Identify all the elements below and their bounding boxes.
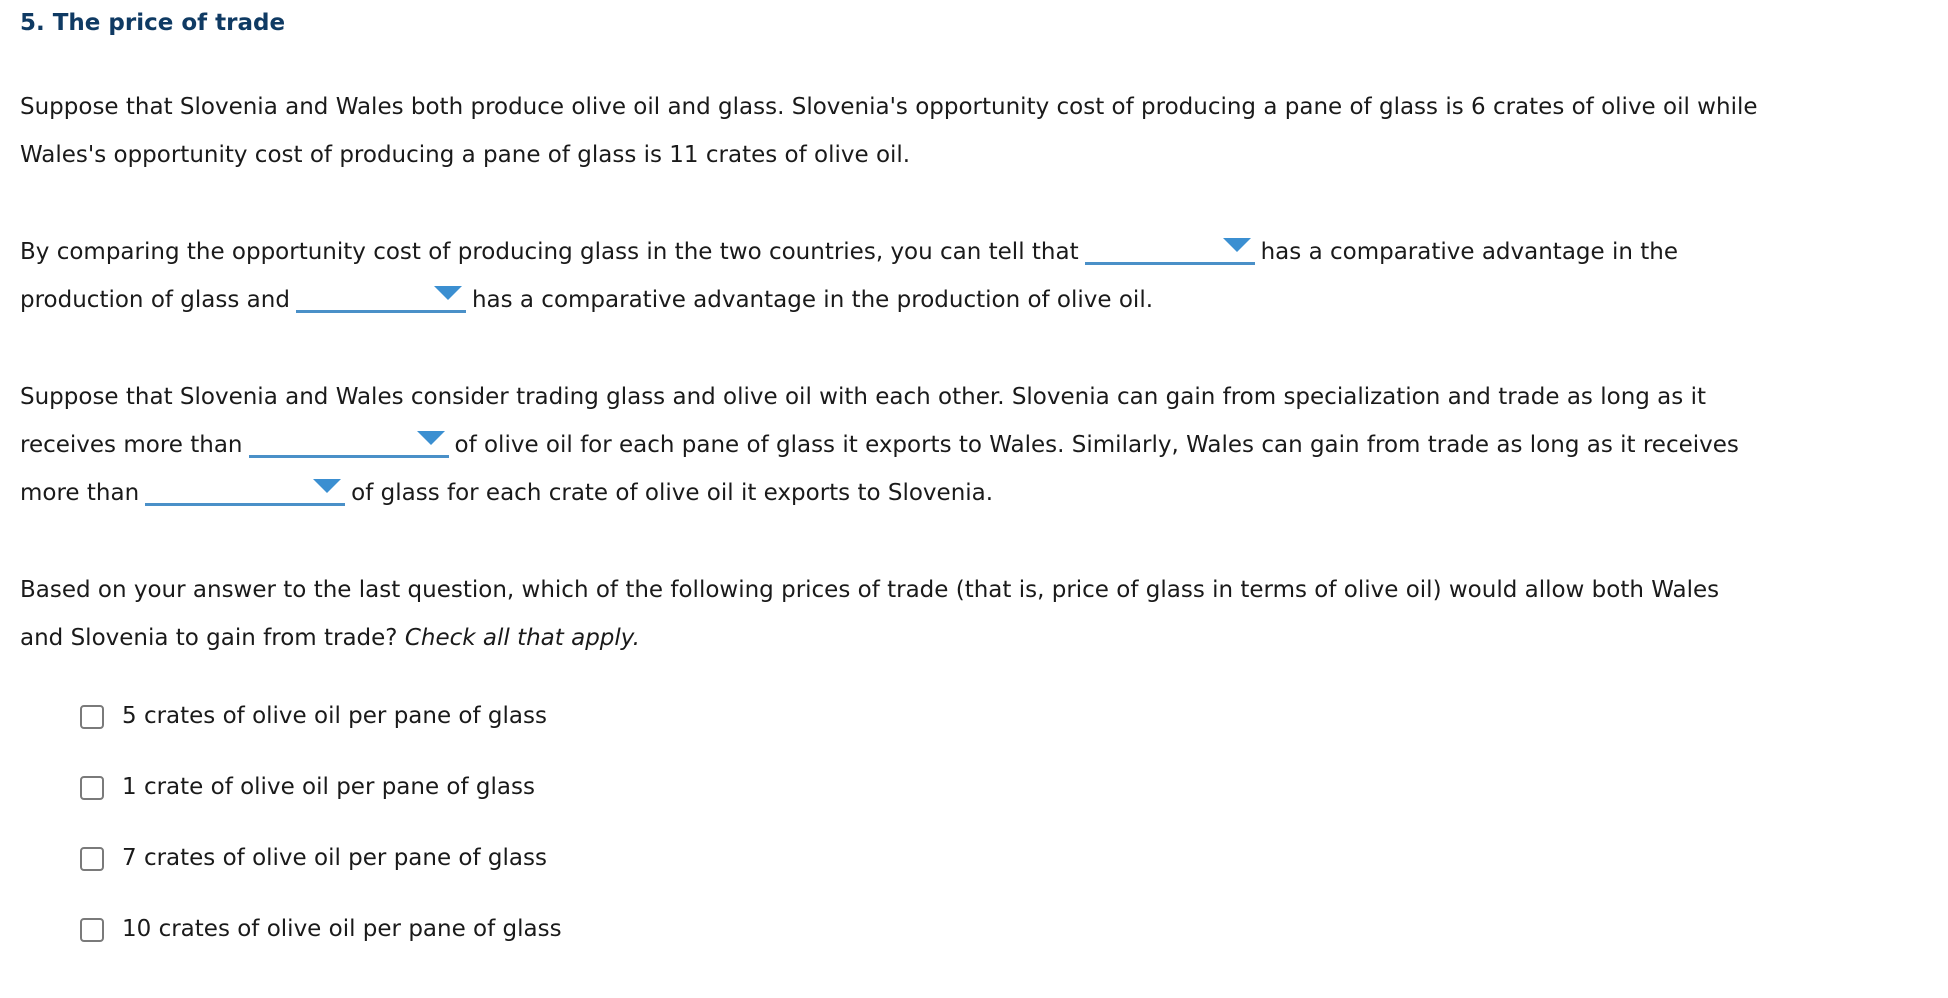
comparative-text-2: has a comparative advantage in the — [1260, 239, 1679, 265]
wales-receives-dropdown[interactable] — [145, 477, 345, 506]
trade-text-4: of glass for each crate of olive oil it exports to Slovenia. — [351, 480, 994, 506]
slovenia-receives-dropdown[interactable] — [249, 429, 449, 458]
trade-line-3 — [20, 469, 1900, 517]
option-label[interactable]: 10 crates of olive oil per pane of glass — [122, 916, 562, 942]
checkbox-icon[interactable] — [80, 776, 104, 800]
prices-text: and Slovenia to gain from trade? — [20, 625, 398, 651]
comparative-line-2 — [20, 276, 1900, 324]
comparative-text-3: production of glass and — [20, 287, 290, 313]
trade-line-1: Suppose that Slovenia and Wales consider trading glass and olive oil with each other. Slovenia can gain from specialization and trade as long as it — [20, 384, 1706, 410]
caret-down-icon — [417, 431, 445, 445]
prices-line-2 — [20, 614, 1900, 662]
trade-paragraph — [20, 373, 1900, 517]
intro-paragraph — [20, 83, 1900, 179]
checkbox-icon[interactable] — [80, 918, 104, 942]
comparative-advantage-glass-dropdown[interactable] — [1085, 236, 1255, 265]
option-label[interactable]: 5 crates of olive oil per pane of glass — [122, 703, 547, 729]
comparative-advantage-olive-oil-dropdown[interactable] — [296, 284, 466, 313]
trade-line-2 — [20, 421, 1900, 469]
intro-line-1: Suppose that Slovenia and Wales both produce olive oil and glass. Slovenia's opportunity cost of producing a pane of glass is 6 crates of olive oil while — [20, 94, 1758, 120]
prices-line-1: Based on your answer to the last question, which of the following prices of trade (that is, price of glass in terms of olive oil) would allow both Wales — [20, 577, 1720, 603]
checkbox-icon[interactable] — [80, 705, 104, 729]
comparative-text-1: By comparing the opportunity cost of producing glass in the two countries, you can tell that — [20, 239, 1079, 265]
checkbox-icon[interactable] — [80, 847, 104, 871]
option-label[interactable]: 7 crates of olive oil per pane of glass — [122, 845, 547, 871]
comparative-line-1 — [20, 228, 1900, 276]
caret-down-icon — [434, 286, 462, 300]
caret-down-icon — [1223, 238, 1251, 252]
trade-text-2: of olive oil for each pane of glass it exports to Wales. Similarly, Wales can gain from trade as long as it receives — [454, 432, 1739, 458]
option-label[interactable]: 1 crate of olive oil per pane of glass — [122, 774, 535, 800]
trade-text-3: more than — [20, 480, 140, 506]
check-all-instruction: Check all that apply. — [404, 625, 640, 651]
question-title: 5. The price of trade — [20, 10, 286, 36]
comparative-advantage-paragraph — [20, 228, 1900, 324]
intro-line-2: Wales's opportunity cost of producing a pane of glass is 11 crates of olive oil. — [20, 142, 911, 168]
prices-paragraph — [20, 566, 1900, 662]
comparative-text-4: has a comparative advantage in the production of olive oil. — [471, 287, 1154, 313]
trade-text-1: receives more than — [20, 432, 243, 458]
caret-down-icon — [313, 479, 341, 493]
